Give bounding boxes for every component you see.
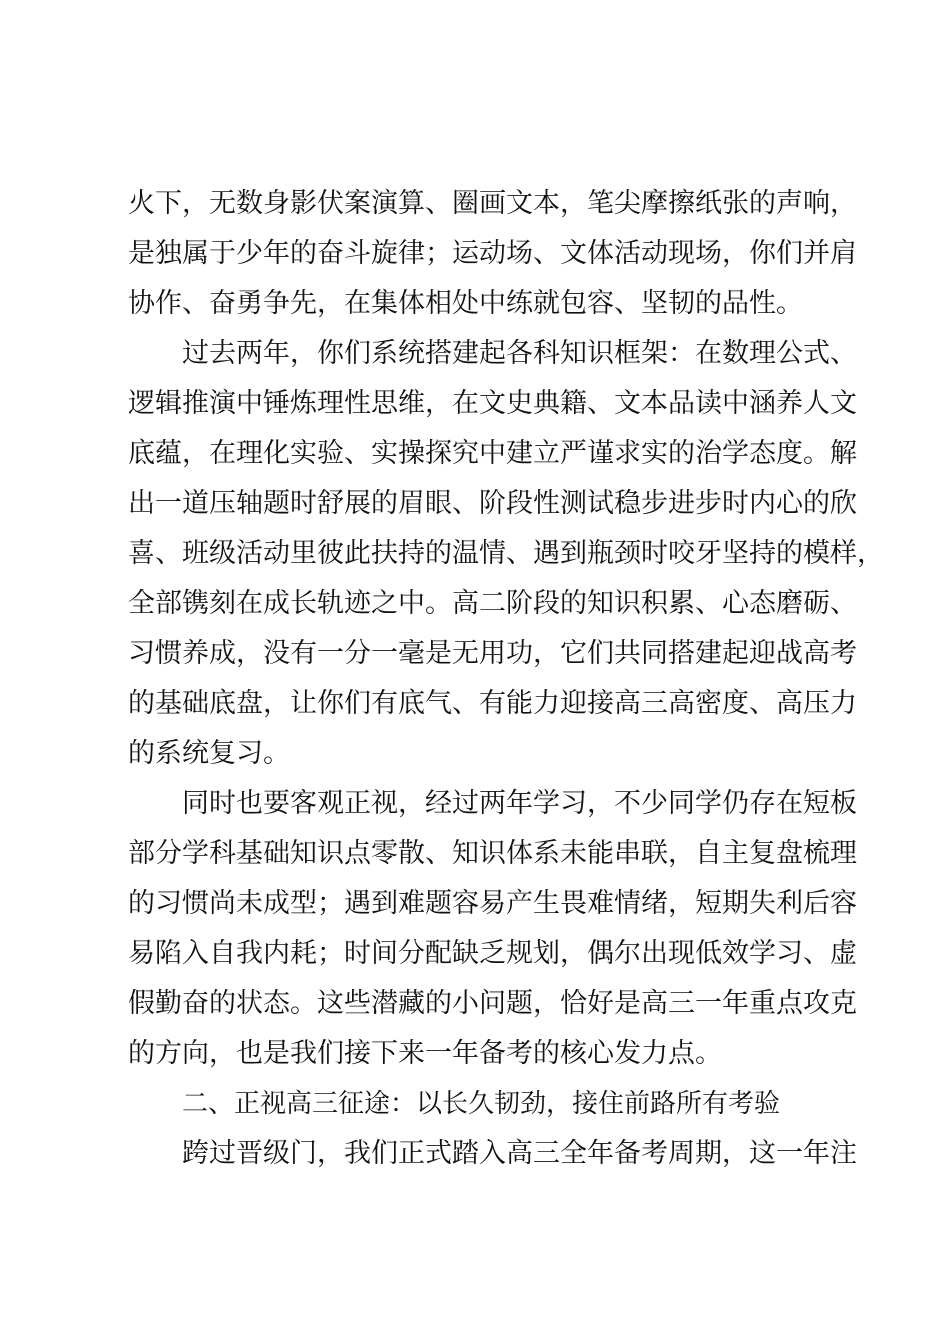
section-heading: 二、正视高三征途：以长久韧劲，接住前路所有考验: [182, 1089, 781, 1119]
text-line: 部分学科基础知识点零散、知识体系未能串联，自主复盘梳理: [128, 838, 857, 869]
text-line: 逻辑推演中锤炼理性思维，在文史典籍、文本品读中涵养人文: [128, 388, 857, 419]
text-line: 的系统复习。: [128, 738, 290, 769]
text-line: 底蕴，在理化实验、实操探究中建立严谨求实的治学态度。解: [128, 438, 857, 469]
text-line: 易陷入自我内耗；时间分配缺乏规划，偶尔出现低效学习、虚: [128, 938, 857, 969]
text-line: 的基础底盘，让你们有底气、有能力迎接高三高密度、高压力: [128, 688, 857, 719]
text-line: 的方向，也是我们接下来一年备考的核心发力点。: [128, 1038, 722, 1069]
paragraph-first-line: 跨过晋级门，我们正式踏入高三全年备考周期，这一年注: [182, 1138, 857, 1169]
text-line: 习惯养成，没有一分一毫是无用功，它们共同搭建起迎战高考: [128, 638, 857, 669]
text-line: 火下，无数身影伏案演算、圈画文本，笔尖摩擦纸张的声响，: [128, 188, 857, 219]
text-line: 全部镌刻在成长轨迹之中。高二阶段的知识积累、心态磨砺、: [128, 588, 857, 619]
text-line: 的习惯尚未成型；遇到难题容易产生畏难情绪，短期失利后容: [128, 888, 857, 919]
text-line: 是独属于少年的奋斗旋律；运动场、文体活动现场，你们并肩: [128, 238, 857, 269]
text-line: 出一道压轴题时舒展的眉眼、阶段性测试稳步进步时内心的欣: [128, 488, 857, 519]
paragraph-first-line: 过去两年，你们系统搭建起各科知识框架：在数理公式、: [182, 338, 857, 369]
text-line: 协作、奋勇争先，在集体相处中练就包容、坚韧的品性。: [128, 288, 803, 319]
text-line: 假勤奋的状态。这些潜藏的小问题，恰好是高三一年重点攻克: [128, 988, 857, 1019]
paragraph-first-line: 同时也要客观正视，经过两年学习，不少同学仍存在短板: [182, 788, 857, 819]
text-line: 喜、班级活动里彼此扶持的温情、遇到瓶颈时咬牙坚持的模样，: [128, 538, 884, 569]
